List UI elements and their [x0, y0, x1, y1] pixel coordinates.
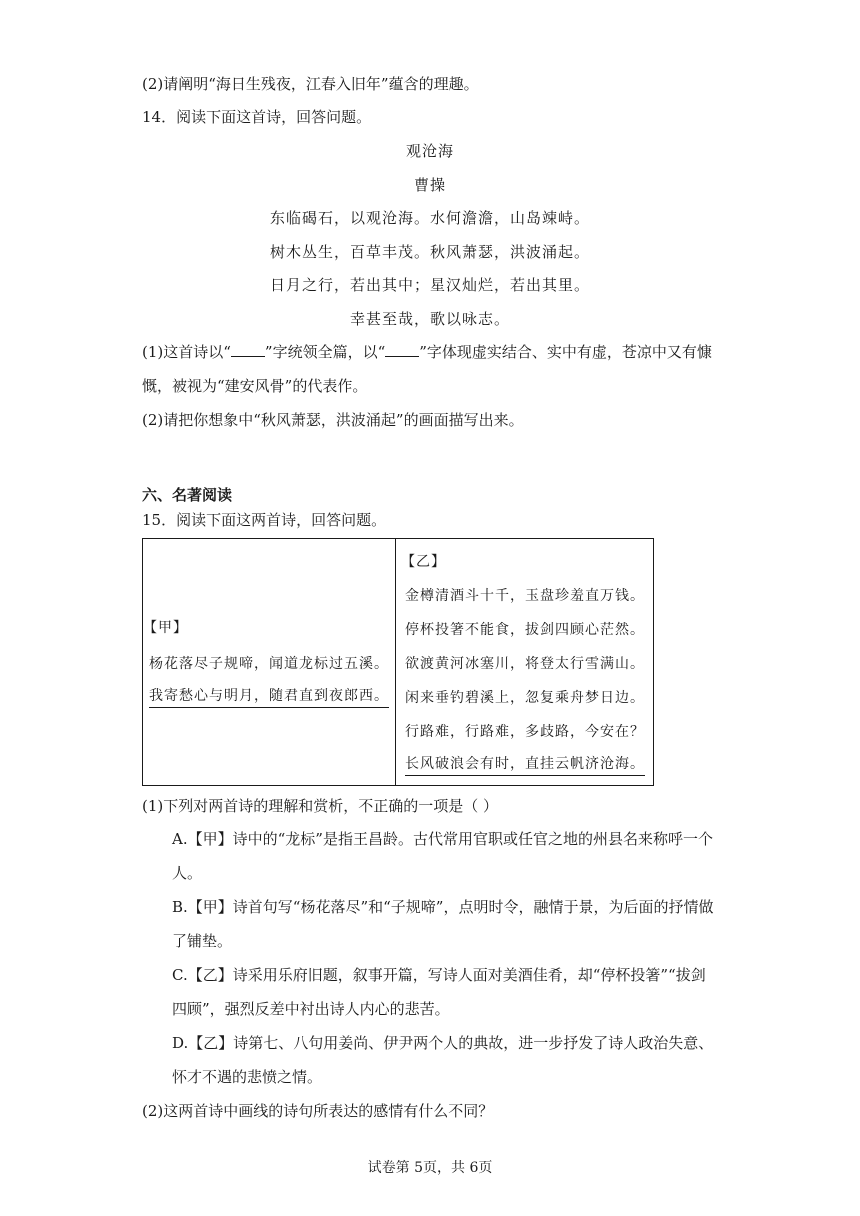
option-c-cont: 四顾”，强烈反差中衬出诗人内心的悲苦。 — [172, 1000, 450, 1018]
q14-sub1 — [142, 342, 712, 362]
answer-blank-2[interactable] — [385, 342, 419, 357]
option-b-cont: 了铺垫。 — [172, 932, 233, 950]
answer-blank-1[interactable] — [231, 342, 265, 357]
option-a[interactable]: A.【甲】诗中的“龙标”是指王昌龄。古代常用官职或任官之地的州县名来称呼一个 — [172, 830, 713, 848]
jia-line-2: 我寄愁心与明月，随君直到夜郎西。 — [149, 687, 389, 708]
option-b[interactable]: B.【甲】诗首句写“杨花落尽”和“子规啼”，点明时令，融情于景，为后面的抒情做 — [172, 898, 714, 916]
option-d-cont: 怀才不遇的悲愤之情。 — [172, 1068, 323, 1086]
yi-line-5: 行路难，行路难，多歧路，今安在？ — [405, 724, 645, 740]
q15-sub1: (1)下列对两首诗的理解和赏析，不正确的一项是（ ） — [142, 797, 499, 815]
yi-line-4: 闲来垂钓碧溪上，忽复乘舟梦日边。 — [405, 690, 645, 706]
table-divider — [395, 539, 396, 785]
yi-line-6: 长风破浪会有时，直挂云帆济沧海。 — [405, 755, 645, 776]
q14-sub1-line2: 慨，被视为“建安风骨”的代表作。 — [142, 377, 368, 395]
page-footer: 试卷第 5页，共 6页 — [367, 1160, 493, 1176]
yi-line-3: 欲渡黄河冰塞川，将登太行雪满山。 — [405, 656, 645, 672]
q14-sub2: (2)请把你想象中“秋风萧瑟，洪波涌起”的画面描写出来。 — [142, 411, 524, 429]
q14-sub1-text-c: ”字体现虚实结合、实中有虚，苍凉中又有慷 — [419, 343, 712, 361]
yi-line-2: 停杯投箸不能食，拔剑四顾心茫然。 — [405, 622, 645, 638]
yi-line-1: 金樽清酒斗十千，玉盘珍羞直万钱。 — [405, 588, 645, 604]
option-c[interactable]: C.【乙】诗采用乐府旧题，叙事开篇，写诗人面对美酒佳肴，却“停杯投箸”“拔剑 — [172, 966, 706, 984]
q14-sub1-text-a: (1)这首诗以“ — [142, 343, 231, 361]
poem-line-4: 幸甚至哉，歌以咏志。 — [349, 310, 510, 328]
option-d[interactable]: D.【乙】诗第七、八句用姜尚、伊尹两个人的典故，进一步抒发了诗人政治失意、 — [172, 1034, 714, 1052]
q15-sub2: (2)这两首诗中画线的诗句所表达的感情有什么不同？ — [142, 1102, 494, 1120]
poem-line-1: 东临碣石，以观沧海。水何澹澹，山岛竦峙。 — [269, 209, 590, 227]
poem-line-2: 树木丛生，百草丰茂。秋风萧瑟，洪波涌起。 — [269, 243, 590, 261]
jia-label: 【甲】 — [143, 620, 188, 636]
jia-line-1: 杨花落尽子规啼，闻道龙标过五溪。 — [149, 656, 389, 672]
poem-line-3: 日月之行，若出其中；星汉灿烂，若出其里。 — [269, 276, 590, 294]
q14-sub1-text-b: ”字统领全篇，以“ — [264, 343, 386, 361]
poem-title: 观沧海 — [405, 142, 454, 160]
yi-label: 【乙】 — [401, 554, 446, 570]
poem-author: 曹操 — [413, 176, 446, 194]
q13-sub2: (2)请阐明“海日生残夜，江春入旧年”蕴含的理趣。 — [142, 75, 479, 93]
q15-prompt: 15．阅读下面这两首诗，回答问题。 — [142, 511, 387, 529]
section-title: 六、名著阅读 — [142, 486, 233, 504]
option-a-cont: 人。 — [172, 864, 203, 882]
q14-prompt: 14．阅读下面这首诗，回答问题。 — [142, 108, 372, 126]
poem-comparison-table — [142, 538, 654, 786]
